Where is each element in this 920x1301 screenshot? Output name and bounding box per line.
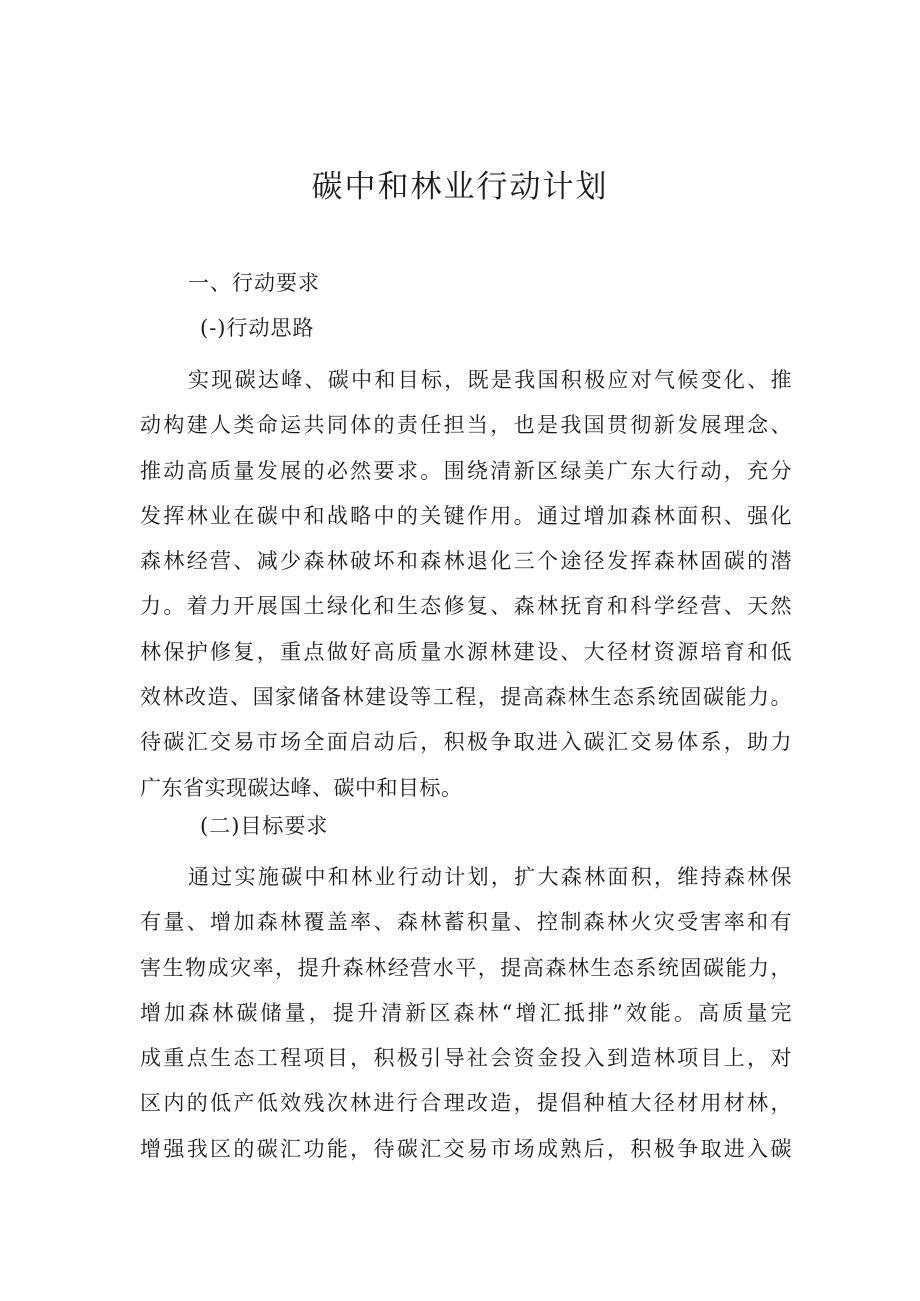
paragraph-line: 增强我区的碳汇功能，待碳汇交易市场成熟后，积极争取进入碳 (140, 1136, 792, 1161)
paragraph-line: 有量、增加森林覆盖率、森林蓄积量、控制森林火灾受害率和有 (140, 910, 792, 935)
subsection-heading-action-approach: (-)行动思路 (200, 316, 315, 340)
paragraph-target-requirements (140, 855, 792, 1172)
paragraph-line: 效林改造、国家储备林建设等工程，提高森林生态系统固碳能力。 (140, 685, 792, 710)
document-title: 碳中和林业行动计划 (311, 169, 609, 205)
subsection-heading-target-requirements: (二)目标要求 (200, 814, 329, 838)
paragraph-line: 广东省实现碳达峰、碳中和目标。 (140, 775, 463, 800)
paragraph-action-approach (140, 358, 792, 811)
paragraph-line: 通过实施碳中和林业行动计划，扩大森林面积，维持森林保 (188, 865, 792, 889)
paragraph-line: 害生物成灾率，提升森林经营水平，提高森林生态系统固碳能力， (140, 955, 792, 980)
paragraph-line: 成重点生态工程项目，积极引导社会资金投入到造林项目上，对 (140, 1046, 792, 1071)
paragraph-line: 区内的低产低效残次林进行合理改造，提倡种植大径材用材林， (140, 1091, 792, 1116)
paragraph-line: 森林经营、减少森林破坏和森林退化三个途径发挥森林固碳的潜 (140, 549, 792, 574)
paragraph-line: 发挥林业在碳中和战略中的关键作用。通过增加森林面积、强化 (140, 503, 792, 528)
paragraph-line: 实现碳达峰、碳中和目标，既是我国积极应对气候变化、推 (188, 368, 792, 392)
paragraph-line: 动构建人类命运共同体的责任担当，也是我国贯彻新发展理念、 (140, 413, 792, 438)
paragraph-line: 林保护修复，重点做好高质量水源林建设、大径材资源培育和低 (140, 639, 792, 664)
paragraph-line: 待碳汇交易市场全面启动后，积极争取进入碳汇交易体系，助力 (140, 730, 792, 755)
section-heading-action-requirements: 一、行动要求 (188, 271, 320, 295)
paragraph-line: 推动高质量发展的必然要求。围绕清新区绿美广东大行动，充分 (140, 458, 792, 483)
paragraph-line: 增加森林碳储量，提升清新区森林“增汇抵排”效能。高质量完 (140, 1000, 792, 1025)
paragraph-line: 力。着力开展国土绿化和生态修复、森林抚育和科学经营、天然 (140, 594, 792, 619)
